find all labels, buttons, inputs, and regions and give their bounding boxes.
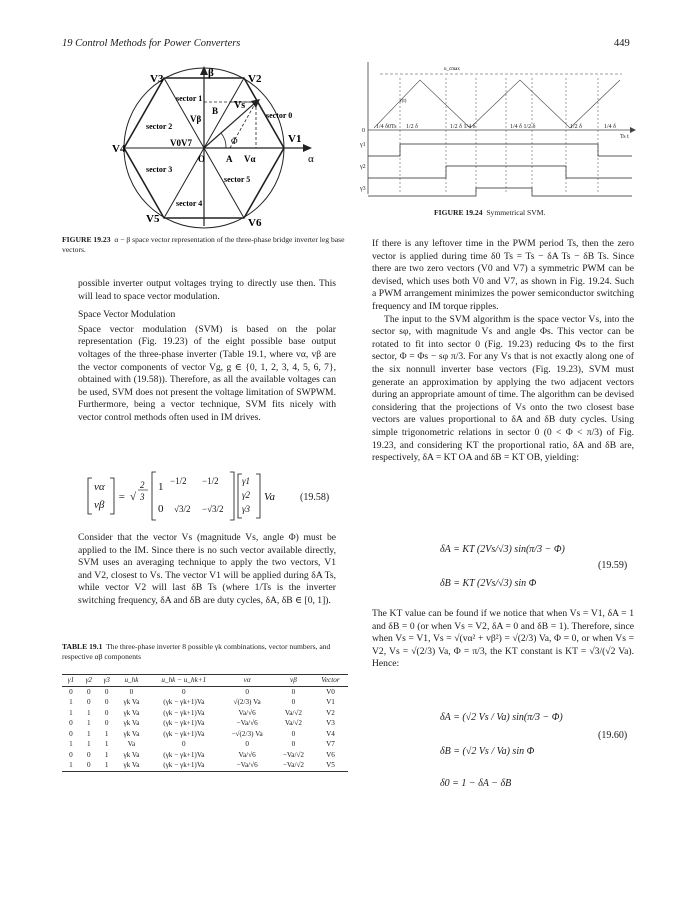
table-cell: (γk − γk+1)Va: [147, 760, 220, 771]
table-cell: Va/√6: [238, 750, 256, 759]
table-cell: 1: [87, 708, 91, 717]
section-title: Space Vector Modulation: [78, 309, 176, 321]
svg-text:−√3/2: −√3/2: [202, 504, 224, 514]
table-cell: 0: [69, 729, 73, 738]
label-alpha: α: [308, 153, 314, 165]
paragraph-svm: Space vector modulation (SVM) is based on the polar representation (Fig. 19.23) of the eight possible base output voltages of the three-phase inverter (Table 19.1, where vα, vβ are the vector components of vector Vg, g ∈ {0, 1, 2, 3, 4, 5, 6, 7}, obtained with (19.58)). Therefore, as all the available voltages can be used, SVM does not present the voltage limitation of SWPWM. Furthermore, being a vector technique, SVM fits nicely with vector control methods often used in IM drives.: [78, 323, 336, 423]
svg-text:vβ: vβ: [94, 499, 105, 511]
table-cell: (γk − γk+1)Va: [163, 698, 205, 707]
table-cell: 0: [87, 698, 91, 707]
table-cell: 0: [87, 687, 91, 696]
table-cell: 0: [104, 687, 109, 696]
table-row: [62, 760, 348, 771]
table-row: [62, 718, 348, 729]
right-column-lower: [372, 608, 634, 671]
figure-19-23-caption: [62, 235, 348, 255]
table-cell: V6: [326, 750, 335, 759]
table-cell: γk Va: [123, 698, 140, 707]
equation-19-59-a: δA = KT (2Vs/√3) sin(π/3 − Φ): [440, 544, 565, 555]
label-vs: Vs: [234, 100, 246, 111]
table-cell: 1: [69, 740, 73, 749]
table-cell: V4: [326, 729, 335, 738]
svg-text:0: 0: [362, 128, 365, 134]
svg-text:−1/2: −1/2: [170, 476, 187, 486]
page-number: 449: [614, 38, 630, 49]
table-19-1-caption: [62, 642, 348, 662]
table-cell: Va/√2: [284, 708, 302, 717]
table-cell: 0: [245, 687, 249, 696]
table-cell: 1: [87, 719, 91, 728]
label-vbeta: Vβ: [190, 114, 202, 124]
equation-number-19-59: (19.59): [598, 560, 628, 571]
table-cell: −Va/√6: [236, 719, 258, 728]
table-row: [62, 750, 348, 761]
table-cell: 0: [291, 698, 296, 707]
table-cell: 0: [69, 719, 73, 728]
svg-text:0: 0: [158, 503, 164, 515]
table-caption-text: The three-phase inverter 8 possible γk combinations, vector numbers, and respective αβ components: [62, 642, 331, 661]
label-sector-3: sector 3: [146, 165, 173, 174]
table-cell: 0: [104, 708, 109, 717]
table-header-cell: γ3: [98, 675, 116, 687]
table-row: [62, 697, 348, 708]
svg-text:1/2 δ: 1/2 δ: [406, 124, 418, 130]
figure-caption-text: α − β space vector representation of the three-phase bridge inverter leg base vectors.: [62, 235, 345, 254]
label-sector-4: sector 4: [176, 199, 203, 208]
table-cell: 0: [69, 750, 73, 759]
table-cell: 1: [62, 760, 80, 771]
table-row: [62, 729, 348, 740]
table-cell: Va: [127, 740, 136, 749]
table-cell: Va/√6: [238, 708, 256, 717]
left-column: [78, 278, 336, 425]
svg-text:vα: vα: [94, 481, 105, 493]
label-sector-1: sector 1: [176, 94, 203, 103]
equation-19-60-a: δA = (√2 Vs / Va) sin(π/3 − Φ): [440, 712, 563, 723]
table-cell: 1: [104, 740, 109, 749]
table-cell: 0: [69, 687, 73, 696]
table-cell: −Va/√2: [274, 760, 313, 771]
table-cell: 0: [87, 750, 91, 759]
figure-label-24: FIGURE 19.24: [434, 208, 483, 217]
table-cell: V7: [326, 740, 335, 749]
right-column: [372, 238, 634, 465]
table-cell: 1: [104, 750, 109, 759]
svg-text:√: √: [130, 491, 137, 503]
table-header-cell: vβ: [274, 675, 313, 687]
table-cell: 0: [291, 740, 296, 749]
table-cell: 1: [87, 729, 91, 738]
table-header-cell: u_hk − u_hk+1: [147, 675, 220, 687]
table-19-1: [62, 674, 348, 772]
label-v3: V3: [150, 73, 164, 85]
svg-text:=: =: [118, 491, 126, 503]
svg-text:1/2 δ: 1/2 δ: [570, 124, 582, 130]
svg-text:1/2 δ 1/4 δ: 1/2 δ 1/4 δ: [450, 124, 476, 130]
table-header-cell: Vector: [313, 675, 348, 687]
label-phi: Φ: [231, 136, 238, 146]
table-cell: √(2/3) Va: [233, 698, 261, 707]
paragraph-input: The input to the SVM algorithm is the space vector Vs, into the sector sφ, with magnitude Vs and angle Φs. This vector can be rotated to fit into sector 0 (Fig. 19.23) reducing Φs to the first sector, Φ = Φs − sφ π/3. For any Vs that is not exactly along one of the six nonnull inverter base vectors (Fig. 19.23), SVM must generate an approximation by applying the two adjacent vectors during an appropriate amount of time. The algorithm can be devised considering that the projections of Vs onto the two closest base vectors are values proportional to δA and δB duty cycles. Using simple trigonometric relations in sector 0 (0 < Φ < π/3) of Fig. 19.23, and considering KT the proportional ratio, δA and δB are, respectively, δA = KT OA and δB = KT OB, yielding:: [372, 313, 634, 464]
svg-text:γ3: γ3: [360, 186, 366, 192]
label-sector-2: sector 2: [146, 122, 173, 131]
table-cell: V5: [313, 760, 348, 771]
table-cell: −√(2/3) Va: [231, 729, 263, 738]
svg-text:3: 3: [140, 492, 145, 502]
label-v6: V6: [248, 217, 262, 229]
equation-number-19-60: (19.60): [598, 730, 628, 741]
label-valpha: Vα: [244, 154, 256, 164]
table-cell: 0: [104, 698, 109, 707]
table-cell: −Va/√6: [220, 760, 274, 771]
svg-text:√3/2: √3/2: [174, 504, 191, 514]
paragraph-consider: Consider that the vector Vs (magnitude Vs, angle Φ) must be applied to the IM. Since there is no such vector available directly, SVM uses an averaging technique to apply the two vectors, V1 and V2, closest to Vs. The vector V1 will be applied during δA Ts, while vector V2 will last δB Ts (where 1/Ts is the inverter switching frequency, δA and δB are duty cycles, δA, δB ∈ [0, 1]).: [78, 532, 336, 606]
table-header-row: [62, 675, 348, 687]
svg-text:γ1: γ1: [242, 476, 251, 486]
svg-text:1/4 δ0Ts: 1/4 δ0Ts: [376, 124, 397, 130]
equation-19-58: [86, 466, 336, 526]
svg-text:γ1: γ1: [360, 142, 366, 148]
table-cell: 1: [104, 729, 109, 738]
table-cell: 0: [104, 719, 109, 728]
svg-text:γ2: γ2: [242, 490, 251, 500]
table-cell: 0: [182, 687, 186, 696]
label-a: A: [226, 154, 233, 164]
table-cell: V2: [326, 708, 335, 717]
table-cell: V1: [326, 698, 335, 707]
svg-text:γ2: γ2: [360, 164, 366, 170]
svg-text:Va: Va: [264, 491, 275, 503]
paragraph-intro: possible inverter output voltages trying to directly use then. This will lead to space vector modulation.: [78, 278, 336, 302]
table-header-cell: vα: [220, 675, 274, 687]
figure-caption-text-24: Symmetrical SVM.: [486, 208, 546, 217]
table-body: [62, 686, 348, 771]
equation-19-59-b: δB = KT (2Vs/√3) sin Φ: [440, 578, 537, 589]
label-v1: V1: [288, 133, 302, 145]
left-column-lower: [78, 532, 336, 608]
table-cell: γk Va: [123, 719, 140, 728]
table-cell: V0: [326, 687, 335, 696]
svg-text:1/4 δ 1/2 δ: 1/4 δ 1/2 δ: [510, 124, 536, 130]
table-cell: 1: [69, 698, 73, 707]
figure-19-24-caption: [434, 208, 654, 218]
table-cell: (γk − γk+1)Va: [163, 750, 205, 759]
label-ucmax: u_cmax: [444, 67, 460, 72]
svg-text:1: 1: [158, 481, 164, 493]
label-beta: β: [208, 67, 214, 79]
svg-text:2: 2: [140, 480, 145, 490]
label-sector-5: sector 5: [224, 175, 251, 184]
table-cell: Va/√2: [284, 719, 302, 728]
label-o: O: [198, 154, 206, 164]
figure-19-23-space-vector-diagram: [110, 66, 330, 230]
label-b: B: [212, 106, 219, 116]
table-row: [62, 686, 348, 697]
svg-text:Ts t: Ts t: [620, 134, 629, 140]
label-v2: V2: [248, 73, 262, 85]
table-header-cell: u_hk: [116, 675, 148, 687]
table-row: [62, 739, 348, 750]
table-header-cell: γ2: [80, 675, 98, 687]
svg-text:γ3: γ3: [242, 504, 251, 514]
figure-19-24-timing-diagram: [360, 58, 640, 200]
equation-19-60-b: δB = (√2 Vs / Va) sin Φ: [440, 746, 535, 757]
table-cell: 0: [245, 740, 249, 749]
table-cell: γk Va: [123, 750, 140, 759]
table-cell: 0: [80, 760, 98, 771]
table-cell: 1: [87, 740, 91, 749]
paragraph-kt: The KT value can be found if we notice that when Vs = V1, δA = 1 and δB = 0 (or when Vs = V2, δA = 0 and δB = 1). Therefore, since when Vs = V1, Vs = √(vα² + vβ²) = √(2/3) Va, Φ = 0, or when Vs = V2, Vs = √(2/3) Va, Φ = π/3, the KT constant is KT = √3/(√2 Va). Hence:: [372, 608, 634, 670]
svg-text:1/4 δ: 1/4 δ: [604, 124, 616, 130]
table-cell: (γk − γk+1)Va: [163, 719, 205, 728]
table-cell: V3: [326, 719, 335, 728]
running-header: 19 Control Methods for Power Converters: [62, 38, 241, 49]
svg-text:−1/2: −1/2: [202, 476, 219, 486]
table-cell: 0: [291, 687, 296, 696]
table-cell: γk Va: [123, 708, 140, 717]
table-cell: 1: [98, 760, 116, 771]
table-cell: 0: [182, 740, 186, 749]
equation-19-60-c: δ0 = 1 − δA − δB: [440, 778, 512, 789]
table-cell: (γk − γk+1)Va: [163, 729, 205, 738]
table-row: [62, 708, 348, 719]
paragraph-leftover: If there is any leftover time in the PWM period Ts, then the zero vector is applied during time δ0 Ts = Ts − δA Ts − δB Ts. Since there are two zero vectors (V0 and V7) a symmetric PWM can be devised, which uses both V0 and V7, as shown in Fig. 19.24. Such a PWM arrangement minimizes the power semiconductor switching frequency and IM torque ripples.: [372, 238, 634, 312]
table-label: TABLE 19.1: [62, 642, 103, 651]
table-header-cell: γ1: [62, 675, 80, 687]
table-cell: 1: [69, 708, 73, 717]
label-v0-v7: V0V7: [170, 138, 192, 148]
label-sector-0: sector 0: [266, 111, 293, 120]
table-cell: γk Va: [116, 760, 148, 771]
table-cell: 0: [129, 687, 134, 696]
label-v5: V5: [146, 213, 160, 225]
label-rt: r(t): [400, 99, 407, 104]
table-cell: γk Va: [123, 729, 140, 738]
label-v4: V4: [112, 143, 126, 155]
table-cell: (γk − γk+1)Va: [163, 708, 205, 717]
table-cell: −Va/√2: [282, 750, 304, 759]
table-cell: 0: [291, 729, 296, 738]
equation-number-19-58: (19.58): [300, 492, 330, 503]
figure-label: FIGURE 19.23: [62, 235, 111, 244]
